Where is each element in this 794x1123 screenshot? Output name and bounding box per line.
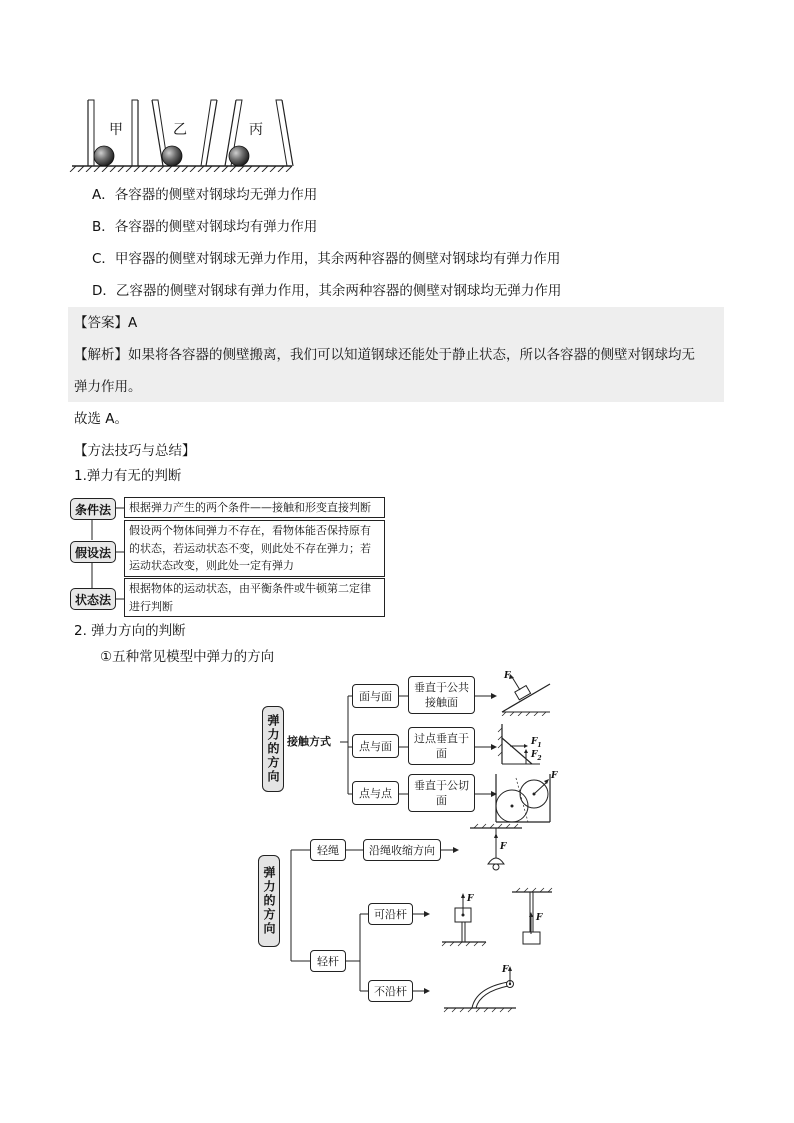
node-surface-surface: 面与面 [352,684,399,708]
container-label-jia: 甲 [109,122,123,138]
force-f2: $F_2$ [531,750,542,762]
rod-hanging-force-label: F [536,913,543,923]
tag-state-method: 状态法 [70,588,116,610]
option-c: C．甲容器的侧壁对钢球无弹力作用，其余两种容器的侧壁对钢球均有弹力作用 [92,251,561,267]
desc-hypothesis-method: 假设两个物体间弹力不存在，看物体能否保持原有的状态，若运动状态不变，则此处不存在弹力；若运动状态改变，则此处一定有弹力 [124,520,385,577]
desc-surface-surface: 垂直于公共接触面 [408,676,475,714]
node-light-rope: 轻绳 [310,839,346,861]
node-rod-along: 可沿杆 [368,903,413,925]
curved-rod-force-label: F [502,965,509,975]
desc-condition-method: 根据弹力产生的两个条件——接触和形变直接判断 [124,497,385,518]
analysis-line-2: 弹力作用。 [74,379,142,395]
option-b: B．各容器的侧壁对钢球均有弹力作用 [92,219,318,235]
ball-bing [229,146,249,166]
two-spheres-figure [494,772,554,824]
rod-hanging-figure [506,886,556,948]
tag-condition-method: 条件法 [70,498,116,520]
desc-rope-direction: 沿绳收缩方向 [363,839,441,861]
diagram1-mid-label: 接触方式 [287,735,331,748]
conclusion: 故选 A。 [74,411,129,427]
desc-state-method: 根据物体的运动状态，由平衡条件或牛顿第二定律进行判断 [124,578,385,617]
option-a: A．各容器的侧壁对钢球均无弹力作用 [92,187,318,203]
section2-title: 2. 弹力方向的判断 [74,623,186,639]
tag-hypothesis-method: 假设法 [70,541,116,563]
node-light-rod: 轻杆 [310,950,346,972]
rod-support-figure [436,886,492,948]
option-d: D．乙容器的侧壁对钢球有弹力作用，其余两种容器的侧壁对钢球均无弹力作用 [92,283,562,299]
node-point-surface: 点与面 [352,734,399,758]
methods-heading: 【方法技巧与总结】 [74,443,196,459]
spheres-force-label: F [551,771,558,781]
section1-title: 1.弹力有无的判断 [74,468,182,484]
desc-point-point: 垂直于公切面 [408,774,475,812]
ball-jia [94,146,114,166]
analysis-line-1: 【解析】如果将各容器的侧壁搬离，我们可以知道钢球还能处于静止状态，所以各容器的侧壁对钢球均无 [74,347,695,363]
incline-force-label: F [504,671,511,681]
diagram2-root: 弹力的方向 [258,855,280,947]
node-point-point: 点与点 [352,781,399,805]
rope-force-label: F [500,842,507,852]
section2-subheading: ①五种常见模型中弹力的方向 [100,649,275,665]
node-rod-not-along: 不沿杆 [368,980,413,1002]
hanging-lamp-figure [466,822,526,874]
container-label-bing: 丙 [249,122,263,138]
desc-point-surface: 过点垂直于面 [408,727,475,765]
diagram1-root: 弹力的方向 [262,706,284,792]
rod-support-force-label: F [467,894,474,904]
force-f1: $F_1$ [531,737,542,749]
answer-line: 【答案】A [74,315,138,331]
container-label-yi: 乙 [173,122,187,138]
ball-yi [162,146,182,166]
